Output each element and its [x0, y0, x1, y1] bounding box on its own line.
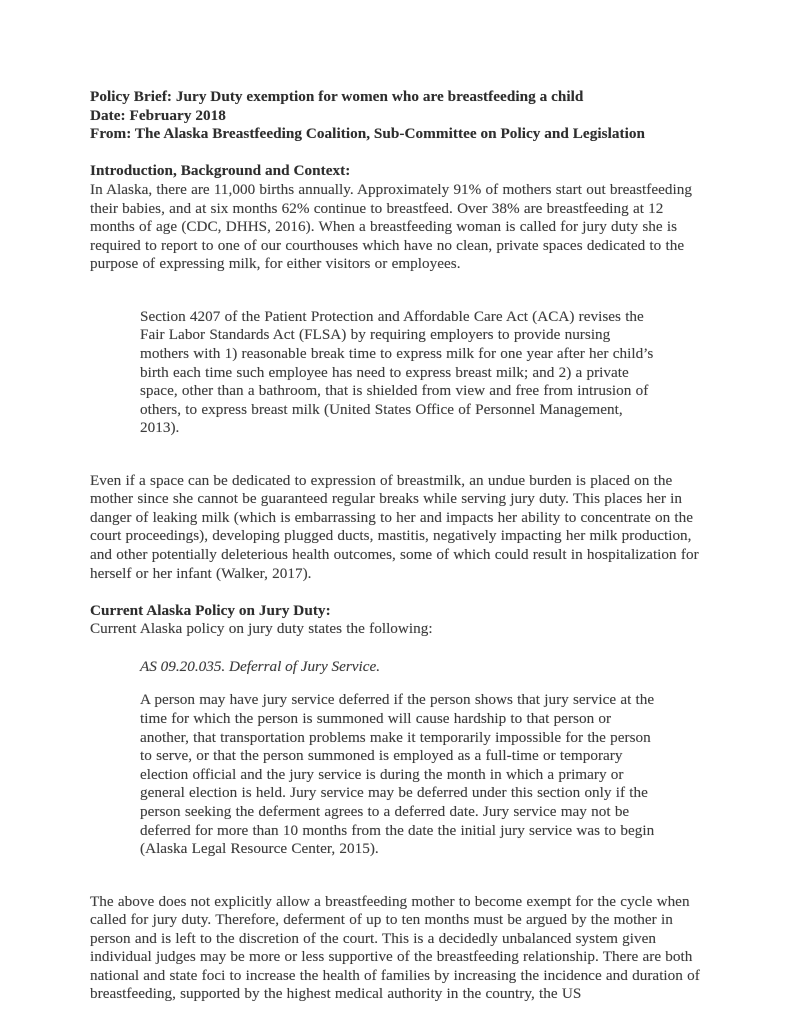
- paragraph-introduction: In Alaska, there are 11,000 births annually. Approximately 91% of mothers start out breastfeeding their babies, and at six months 62% continue to breastfeed. Over 38% are breastfeeding at 12 months of age (CDC, DHHS, 2016). When a breastfeeding woman is called for jury duty she is required to report to one of our courthouses which have no clean, private spaces dedicated to the purpose of expressing milk, for either visitors or employees.: [90, 180, 692, 273]
- document-body: [90, 88, 708, 1004]
- spacer-before-current-policy: [90, 583, 708, 602]
- heading-current-alaska-policy: Current Alaska Policy on Jury Duty:: [90, 601, 331, 619]
- spacer-after-aca-quote: [90, 453, 708, 472]
- document-title-line-1: Policy Brief: Jury Duty exemption for women who are breastfeeding a child: [90, 88, 584, 105]
- statute-citation-title: AS 09.20.035. Deferral of Jury Service.: [140, 657, 380, 675]
- document-date-line: Date: February 2018: [90, 106, 226, 124]
- lead-in-current-policy: Current Alaska policy on jury duty states the following:: [90, 620, 433, 638]
- spacer-before-aca-quote: [90, 274, 708, 293]
- paragraph-undue-burden: Even if a space can be dedicated to expression of breastmilk, an undue burden is placed on the mother since she cannot be guaranteed regular breaks while serving jury duty. This places her in danger of leaking milk (which is embarrassing to her and impacts her ability to concentrate on the court proceedings), developing plugged ducts, mastitis, negatively impacting her milk production, and other potentially deleterious health outcomes, some of which could result in hospitalization for herself or her infant (Walker, 2017).: [90, 471, 699, 582]
- spacer-after-statute: [90, 874, 708, 893]
- heading-introduction: Introduction, Background and Context:: [90, 162, 351, 180]
- statute-body-text: A person may have jury service deferred if the person shows that jury service at the time for which the person is summoned will cause hardship to that person or another, that transportation problems make it temporarily impossible for the person to serve, or that the person summoned is employed as a full-time or temporary election official and the jury service is during the month in which a primary or general election is held. Jury service may be deferred under this section only if the person seeking the deferment agrees to a deferred date. Jury service may not be deferred for more than 10 months from the date the initial jury service was to begin (Alaska Legal Resource Center, 2015).: [140, 691, 655, 858]
- paragraph-closing: The above does not explicitly allow a breastfeeding mother to become exempt for the cycle when called for jury duty. Therefore, deferment of up to ten months must be argued by the mother in person and is left to the discretion of the court. This is a decidedly unbalanced system given individual judges may be more or less supportive of the breastfeeding relationship. There are both national and state foci to increase the health of families by increasing the incidence and duration of breastfeeding, supported by the highest medical authority in the country, the US: [90, 892, 700, 1003]
- spacer-before-statute: [90, 639, 708, 658]
- document-from-line: From: The Alaska Breastfeeding Coalition, Sub-Committee on Policy and Legislation: [90, 125, 646, 143]
- spacer-after-header: [90, 144, 708, 163]
- block-quote-aca: Section 4207 of the Patient Protection and Affordable Care Act (ACA) revises the Fair Labor Standards Act (FLSA) by requiring employers to provide nursing mothers with 1) reasonable break time to express milk for one year after her child’s birth each time such employee has need to express breast milk; and 2) a private space, other than a bathroom, that is shielded from view and free from intrusion of others, to express breast milk (United States Office of Personnel Management, 2013).: [140, 307, 654, 437]
